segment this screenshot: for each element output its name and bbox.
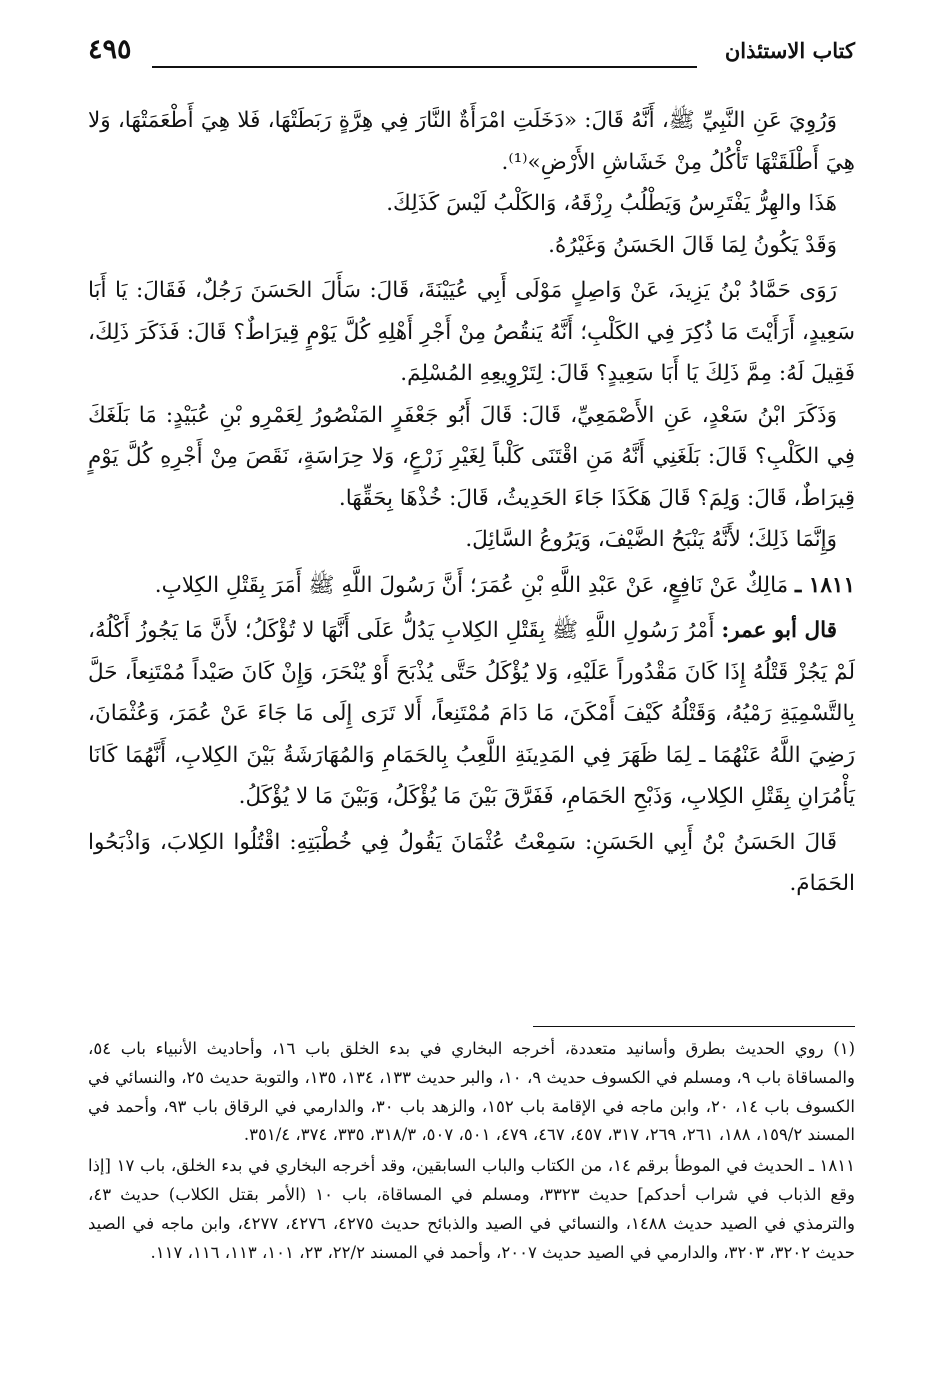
running-header	[88, 28, 855, 78]
paragraph-cat-comment: هَذَا والهِرُّ يَفْتَرِسُ وَيَطْلُبُ رِزْقَهُ، وَالكَلْبُ لَيْسَ كَذَلِكَ.	[386, 191, 837, 216]
chapter-title: كتاب الاستئذان	[724, 38, 855, 63]
footnotes	[88, 1035, 855, 1269]
hadith-number: ١٨١١ ـ	[795, 572, 855, 598]
footnote-divider	[533, 1026, 855, 1027]
hadith-1811	[88, 565, 855, 607]
paragraph-hammad-report: رَوَى حَمَّادُ بْنُ يَزِيدَ، عَنْ وَاصِلٍ مَوْلَى أَبِي عُيَيْنَةَ، قَالَ: سَأَلَ الحَسَنَ رَجُلٌ، فَقَالَ: يَا أَبَا سَعِيدٍ، أَرَأَيْتَ مَا ذُكِرَ فِي الكَلْبِ؛ أَنَّهُ يَنقُصُ مِنْ أَجْرِ أَهْلِهِ كُلَّ يَوْمٍ قِيرَاطٌ؟ قَالَ: فَذَكَرَ ذَلِكَ، فَقِيلَ لَهُ: مِمَّ ذَلِكَ يَا أَبَا سَعِيدٍ؟ قَالَ: لِتَرْوِيعِهِ المُسْلِمَ.	[88, 278, 855, 386]
footnote-1811: ١٨١١ ـ الحديث في الموطأ برقم ١٤، من الكتاب والباب السابقين، وقد أخرجه البخاري في بدء الخلق، باب ١٧ [إذا وقع الذباب في شراب أحدكم] حديث ٣٣٢٣، ومسلم في المساقاة، باب ١٠ (الأمر بقتل الكلاب) حديث ٤٣، والترمذي في الصيد حديث ١٤٨٨، والنسائي في الصيد والذبائح حديث ٤٢٧٥، ٤٢٧٦، ٤٢٧٧، وابن ماجه في الصيد حديث ٣٢٠٢، ٣٢٠٣، والدارمي في الصيد حديث ٢٠٠٧، وأحمد في المسند ٢٢/٢، ٢٣، ١٠١، ١١٣، ١١٦، ١١٧.	[88, 1156, 855, 1262]
abu-umar-text: أَمْرُ رَسُولِ اللَّهِ ﷺ بِقَتْلِ الكِلابِ يَدُلُّ عَلَى أَنَّهَا لا تُؤْكَلُ؛ لأَنَّ مَا يَجُوزُ أَكْلُهُ، لَمْ يَجُزْ قَتْلُهُ إِذَا كَانَ مَقْدُوراً عَلَيْهِ، وَلا يُؤْكَلُ حَتَّى يُذْبَحَ أَوْ يُنْحَرَ، وَإِنْ كَانَ صَيْداً مُمْتَنِعاً، حَلَّ بِالتَّسْمِيَةِ رَمْيُهُ، وَقَتْلُهُ كَيْفَ أَمْكَنَ، مَا دَامَ مُمْتَنِعاً، أَلا تَرَى إِلَى مَا جَاءَ عَنْ عُمَرَ، وَعُثْمَانَ، رَضِيَ اللَّهُ عَنْهُمَا ـ لِمَا ظَهَرَ فِي المَدِينَةِ اللَّعِبُ بِالحَمَامِ وَالمُهَارَشَةُ بَيْنَ الكِلابِ، أَنَّهُمَا كَانَا يَأْمُرَانِ بِقَتْلِ الكِلابِ، وَذَبْحِ الحَمَامِ، فَفَرَّقَ بَيْنَ مَا يُؤْكَلُ، وَبَيْنَ مَا لا يُؤْكَلُ.	[88, 618, 855, 809]
paragraph-hasan-note: وَقَدْ يَكُونُ لِمَا قَالَ الحَسَنُ وَغَيْرُهُ.	[548, 232, 837, 258]
header-rule	[152, 66, 697, 68]
page-number: ٤٩٥	[88, 34, 132, 65]
paragraph-asmai-report: وَذَكَرَ ابْنُ سَعْدٍ، عَنِ الأَصْمَعِيِّ، قَالَ: قَالَ أَبُو جَعْفَرٍ المَنْصُورُ لِعَمْرِو بْنِ عُبَيْدٍ: مَا بَلَغَكَ فِي الكَلْبِ؟ قَالَ: بَلَغَنِي أَنَّهُ مَنِ اقْتَنَى كَلْباً لِغَيْرِ زَرْعٍ، وَلا حِرَاسَةٍ، نَقَصَ مِنْ أَجْرِهِ كُلَّ يَوْمٍ قِيرَاطٌ، قَالَ: وَلِمَ؟ قَالَ هَكَذَا جَاءَ الحَدِيثُ، قَالَ: خُذْهَا بِحَقِّهَا.	[88, 402, 855, 511]
main-text	[88, 100, 855, 905]
paragraph-reason: وَإِنَّمَا ذَلِكَ؛ لأَنَّهُ يَنْبَحُ الضَّيْفَ، وَيَرُوعُ السَّائِلَ.	[465, 527, 837, 552]
footnote-1: (١) روي الحديث بطرق وأسانيد متعددة، أخرجه البخاري في بدء الخلق باب ١٦، وأحاديث الأنبياء باب ٥٤، والمساقاة باب ٩، ومسلم في الكسوف حديث ٩، ١٠، والبر حديث ١٣٣، ١٣٤، ١٣٥، والتوبة حديث ٢٥، والنسائي في الكسوف باب ١٤، ٢٠، وابن ماجه في الإقامة باب ١٥٢، والزهد باب ٣٠، والدارمي في الرقاق باب ٩٣، وأحمد في المسند ١٥٩/٢، ١٨٨، ٢٦١، ٢٦٩، ٣١٧، ٤٥٧، ٤٦٧، ٤٧٩، ٥٠١، ٥٠٧، ٣١٨/٣، ٣٣٥، ٣٧٤، ٣٥١/٤.	[88, 1039, 855, 1145]
paragraph-uthman-sermon: قَالَ الحَسَنُ بْنُ أَبِي الحَسَنِ: سَمِعْتُ عُثْمَانَ يَقُولُ فِي خُطْبَتِهِ: اقْتُلُوا الكِلابَ، وَاذْبَحُوا الحَمَامَ.	[88, 829, 855, 896]
hadith-text: مَالِكٌ عَنْ نَافِعٍ، عَنْ عَبْدِ اللَّهِ بْنِ عُمَرَ؛ أَنَّ رَسُولَ اللَّهِ ﷺ أَمَرَ بِقَتْلِ الكِلابِ.	[154, 572, 795, 598]
abu-umar-lead: قال أبو عمر:	[721, 618, 837, 643]
paragraph-abu-umar	[88, 610, 855, 818]
paragraph-hadith-cat: وَرُوِيَ عَنِ النَّبِيِّ ﷺ، أَنَّهُ قَالَ: «دَخَلَتِ امْرَأَةٌ النَّارَ فِي هِرَّةٍ رَبَطَتْهَا، فَلا هِيَ أَطْعَمَتْهَا، وَلا هِيَ أَطْلَقَتْهَا تَأْكُلُ مِنْ خَشَاشِ الأَرْضِ»⁽¹⁾.	[88, 108, 855, 175]
